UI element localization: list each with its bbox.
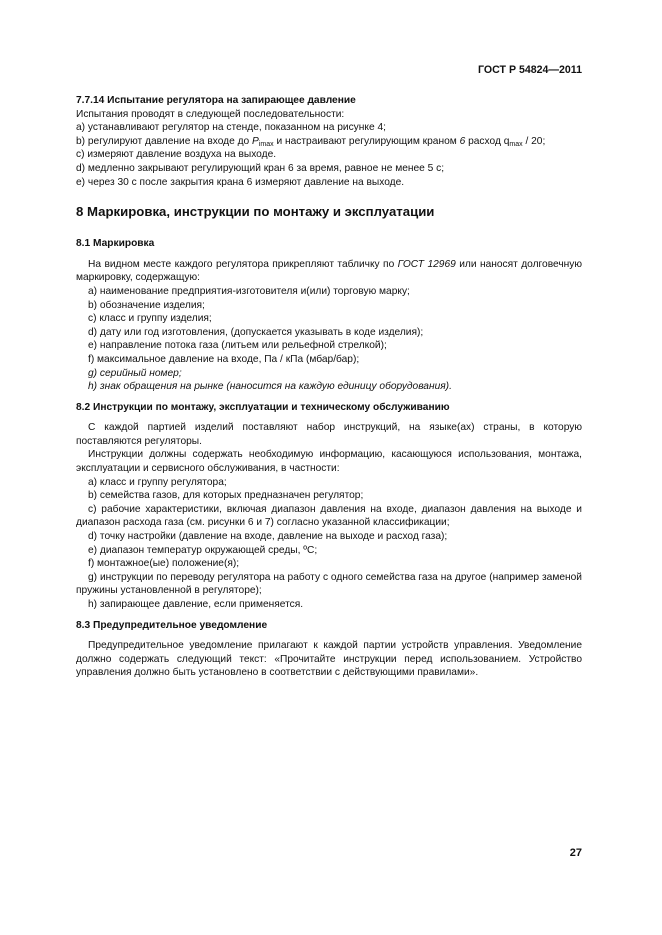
list-item: f) монтажное(ые) положение(я);: [88, 558, 240, 570]
section-8-1-title: 8.1 Маркировка: [76, 238, 155, 250]
list-item: b) регулируют давление на входе до $P_{imax}$ и настраивают регулирующим краном 6 расход $q_{max} / 20$;: [76, 135, 546, 148]
list-item: d) точку настройки (давление на входе, давление на выходе и расход газа);: [88, 531, 448, 543]
list-item: а) наименование предприятия-изготовителя и(или) торговую марку;: [88, 285, 410, 297]
list-item: g) инструкции по переводу регулятора на работу с одного семейства газа на другое (например заменой пружины установленной в регуляторе);: [76, 571, 582, 597]
list-item: d) медленно закрывают регулирующий кран 6 за время, равное не менее 5 с;: [76, 162, 445, 174]
section-8-3: [76, 619, 582, 680]
list-item: e) направление потока газа (литьем или рельефной стрелкой);: [88, 340, 387, 352]
list-item: g) серийный номер;: [88, 367, 182, 379]
section-8-title: 8 Маркировка, инструкции по монтажу и эксплуатации: [76, 204, 435, 220]
list-item: h) знак обращения на рынке (наносится на каждую единицу оборудования).: [88, 381, 452, 393]
section-7-7-14-title: 7.7.14 Испытание регулятора на запирающее давление: [76, 95, 356, 106]
list-item: b) обозначение изделия;: [88, 299, 205, 311]
section-7-7-14-intro: Испытания проводят в следующей последовательности:: [76, 108, 345, 120]
list-item: c) рабочие характеристики, включая диапазон давления на входе, диапазон давления на выходе и диапазон расхода газа (см. рисунки 6 и 7) согласно указанной классификации;: [76, 503, 582, 529]
list-item: c) класс и группу изделия;: [88, 313, 212, 325]
document-code: ГОСТ Р 54824—2011: [478, 64, 582, 76]
section-8-3-title: 8.3 Предупредительное уведомление: [76, 619, 268, 631]
list-item: d) дату или год изготовления, (допускается указывать в коде изделия);: [88, 326, 424, 338]
section-8-2-title: 8.2 Инструкции по монтажу, эксплуатации и техническому обслуживанию: [76, 401, 450, 413]
section-8-2: [76, 401, 582, 612]
paragraph: Предупредительное уведомление прилагают к каждой партии устройств управления. Уведомление должно содержать следующий текст: «Прочитайте инструкции перед использованием. Устройство управления должно быть установлено в соответствии с действующими правилами».: [76, 640, 582, 679]
list-item: а) класс и группу регулятора;: [88, 476, 227, 488]
paragraph: Инструкции должны содержать необходимую информацию, касающуюся использования, монтажа, эксплуатации и сервисного обслуживания, в частности:: [76, 449, 582, 475]
list-item: c) измеряют давление воздуха на выходе.: [76, 149, 277, 161]
list-item: е) через 30 с после закрытия крана 6 измеряют давление на выходе.: [76, 176, 405, 188]
section-8-1: [76, 237, 582, 394]
list-item: h) запирающее давление, если применяется.: [88, 599, 304, 610]
list-item: а) устанавливают регулятор на стенде, показанном на рисунке 4;: [76, 122, 386, 134]
page-number: 27: [569, 847, 582, 859]
paragraph: С каждой партией изделий поставляют набор инструкций, на языке(ах) страны, в которую поставляются регуляторы.: [76, 422, 582, 447]
list-item: f) максимальное давление на входе, Па / кПа (мбар/бар);: [88, 353, 360, 365]
document-body: [76, 94, 582, 680]
section-7-7-14: [76, 94, 582, 189]
list-item: e) диапазон температур окружающей среды, ºС;: [88, 544, 318, 556]
section-8-1-intro: На видном месте каждого регулятора прикрепляют табличку по ГОСТ 12969 или наносят долговечную маркировку, содержащую:: [76, 258, 583, 284]
list-item: b) семейства газов, для которых предназначен регулятор;: [88, 490, 364, 502]
